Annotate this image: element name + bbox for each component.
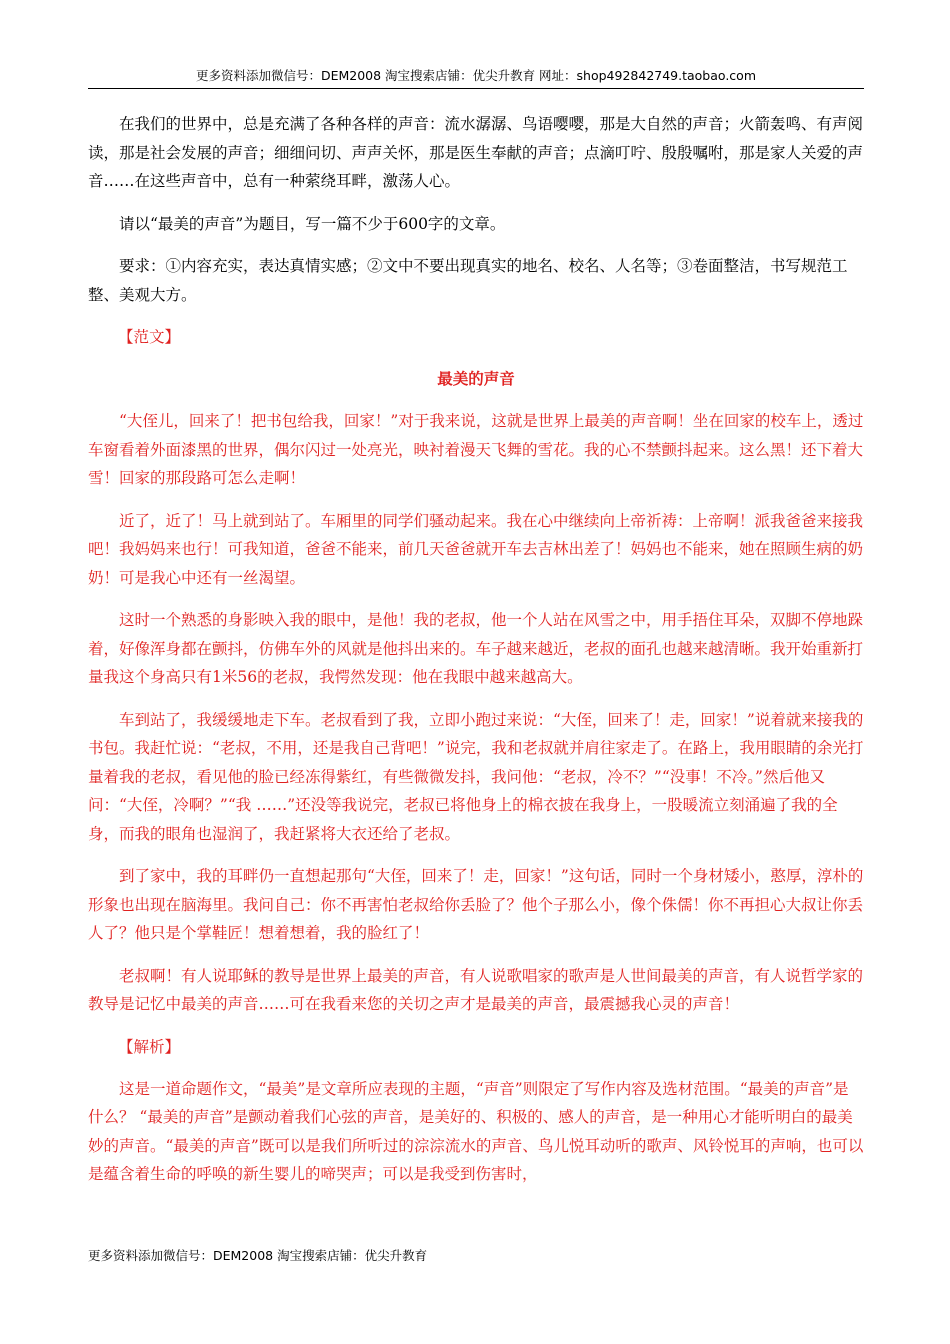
- sample-paragraph: 车到站了，我缓缓地走下车。老叔看到了我，立即小跑过来说：“大侄，回来了！走，回家！”说着就来接我的书包。我赶忙说：“老叔，不用，还是我自己背吧！”说完，我和老叔就并肩往家走了。在路上，我用眼睛的余光打量着我的老叔，看见他的脸已经冻得紫红，有些微微发抖，我问他：“老叔，冷不？”“没事！不冷。”然后他又问：“大侄，冷啊？”“我 ……”还没等我说完，老叔已将他身上的棉衣披在我身上，一股暖流立刻涌遍了我的全身，而我的眼角也湿润了，我赶紧将大衣还给了老叔。: [88, 710, 864, 843]
- page-footer: 更多资料添加微信号：DEM2008 淘宝搜索店铺：优尖升教育: [88, 1248, 428, 1263]
- analysis-text: 这是一道命题作文，“最美”是文章所应表现的主题，“声音”则限定了写作内容及选材范围。“最美的声音”是什么？ “最美的声音”是颤动着我们心弦的声音，是美好的、积极的、感人的声音，是一种用心才能听明白的最美妙的声音。“最美的声音”既可以是我们所听过的淙淙流水的声音、鸟儿悦耳动听的歌声、风铃悦耳的声响，也可以是蕴含着生命的呼唤的新生婴儿的啼哭声；可以是我受到伤害时，: [88, 1079, 864, 1183]
- sample-label: 【范文】: [118, 328, 181, 346]
- page-header: 更多资料添加微信号：DEM2008 淘宝搜索店铺：优尖升教育 网址：shop492842749.taobao.com: [195, 68, 757, 83]
- header-divider: [88, 88, 864, 89]
- analysis-label: 【解析】: [118, 1037, 181, 1056]
- prompt-requirements: 要求：①内容充实，表达真情实感；②文中不要出现真实的地名、校名、人名等；③卷面整洁，书写规范工整、美观大方。: [88, 257, 848, 304]
- prompt-intro: 在我们的世界中，总是充满了各种各样的声音：流水潺潺、鸟语嘤嘤，那是大自然的声音；火箭轰鸣、有声阅读，那是社会发展的声音；细细问切、声声关怀，那是医生奉献的声音；点滴叮咛、殷殷嘱咐，那是家人关爱的声音……在这些声音中，总有一种萦绕耳畔，激荡人心。: [88, 115, 864, 190]
- sample-paragraph: “大侄儿，回来了！把书包给我，回家！”对于我来说，这就是世界上最美的声音啊！坐在回家的校车上，透过车窗看着外面漆黑的世界，偶尔闪过一处亮光，映衬着漫天飞舞的雪花。我的心不禁颤抖起来。这么黑！还下着大雪！回家的那段路可怎么走啊！: [88, 412, 864, 487]
- sample-paragraph: 这时一个熟悉的身影映入我的眼中，是他！我的老叔，他一个人站在风雪之中，用手捂住耳朵，双脚不停地跺着，好像浑身都在颤抖，仿佛车外的风就是他抖出来的。车子越来越近，老叔的面孔也越来越清晰。我开始重新打量我这个身高只有1米56的老叔，我愕然发现：他在我眼中越来越高大。: [88, 611, 864, 686]
- sample-title: 最美的声音: [437, 370, 515, 388]
- sample-paragraph: 到了家中，我的耳畔仍一直想起那句“大侄，回来了！走，回家！”这句话，同时一个身材矮小，憨厚，淳朴的形象也出现在脑海里。我问自己：你不再害怕老叔给你丢脸了？他个子那么小，像个侏儒！你不再担心大叔让你丢人了？他只是个掌鞋匠！想着想着，我的脸红了！: [88, 867, 864, 942]
- document-body: [88, 110, 864, 1189]
- sample-paragraph: 老叔啊！有人说耶稣的教导是世界上最美的声音，有人说歌唱家的歌声是人世间最美的声音，有人说哲学家的教导是记忆中最美的声音……可在我看来您的关切之声才是最美的声音，最震撼我心灵的声音！: [88, 966, 864, 1013]
- sample-paragraph: 近了，近了！马上就到站了。车厢里的同学们骚动起来。我在心中继续向上帝祈祷：上帝啊！派我爸爸来接我吧！我妈妈来也行！可我知道，爸爸不能来，前几天爸爸就开车去吉林出差了！妈妈也不能来，她在照顾生病的奶奶！可是我心中还有一丝渴望。: [88, 511, 864, 587]
- prompt-task: 请以“最美的声音”为题目，写一篇不少于600字的文章。: [119, 214, 506, 233]
